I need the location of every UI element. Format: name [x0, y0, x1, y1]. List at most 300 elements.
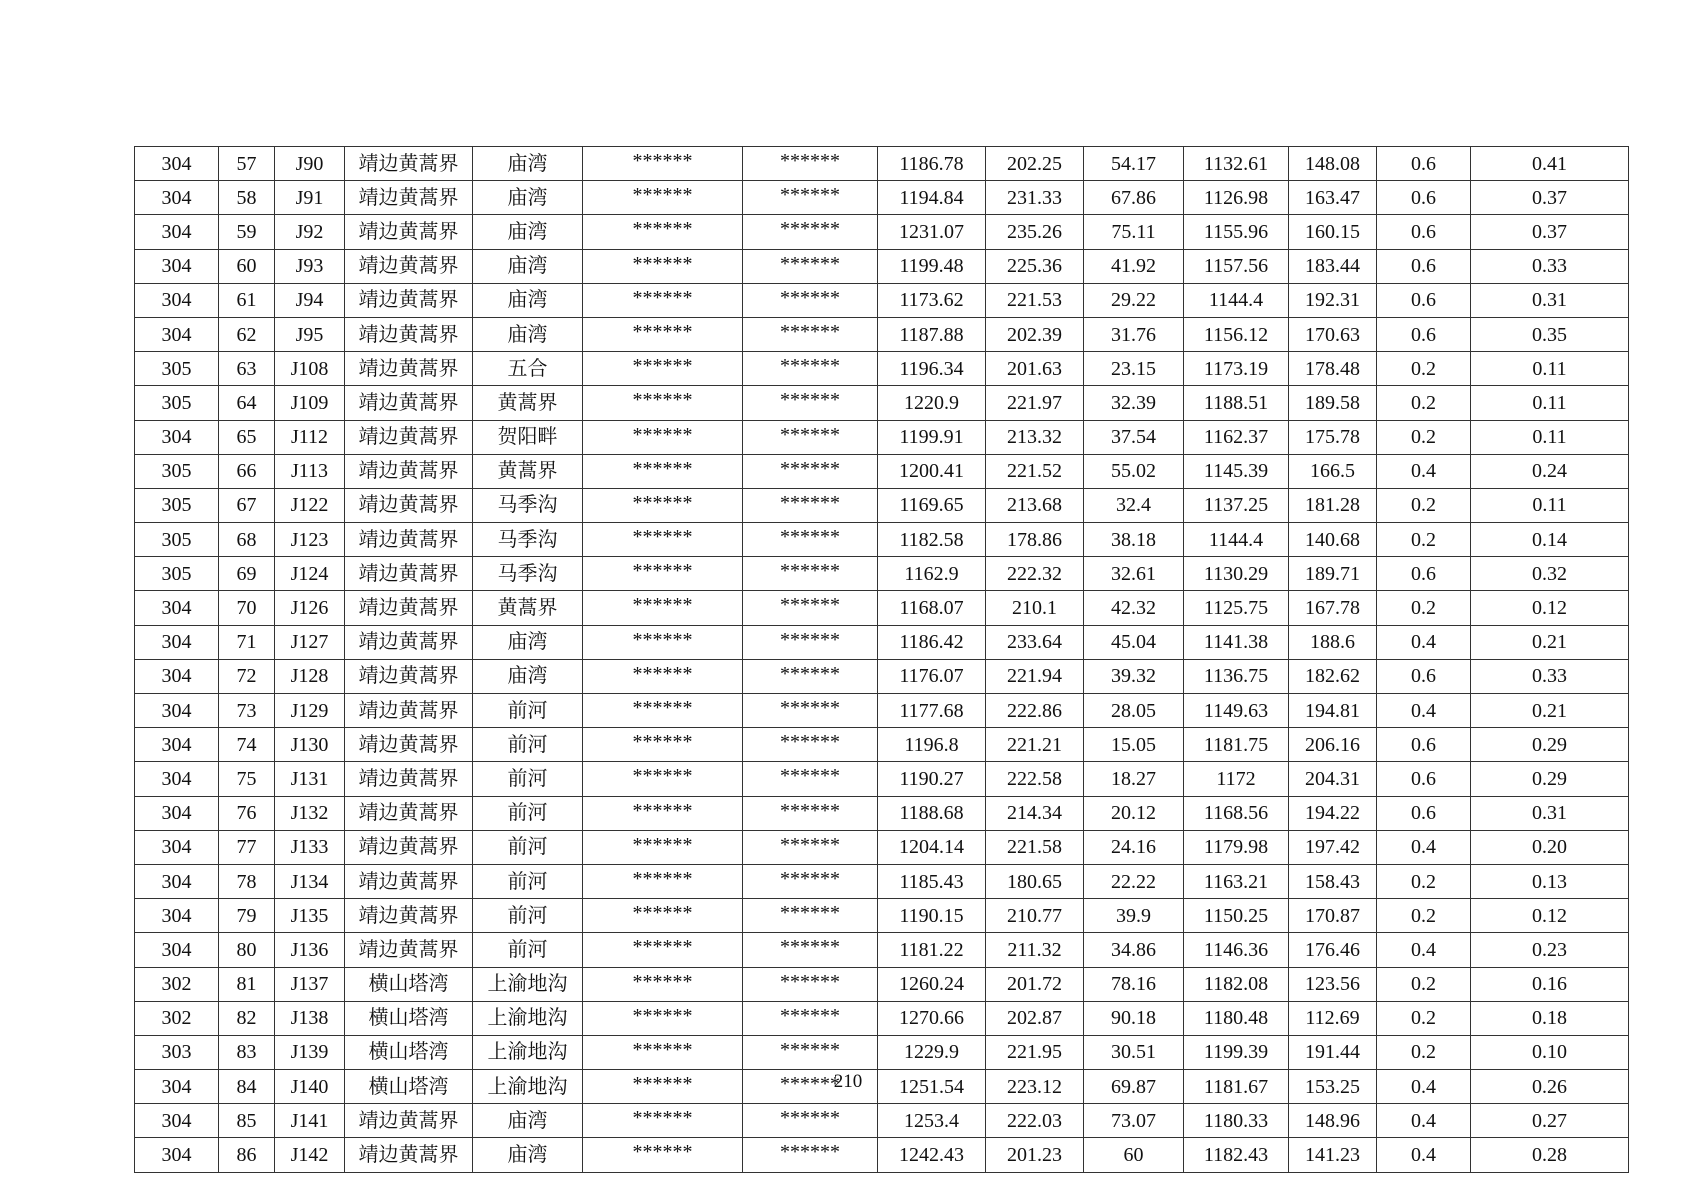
- index-cell: 73: [219, 694, 275, 728]
- region-cell: 靖边黄蒿界: [345, 488, 473, 522]
- factor-cell: 0.6: [1377, 728, 1471, 762]
- value-e-cell: 183.44: [1289, 249, 1377, 283]
- masked-coord-y-cell: ******: [743, 591, 878, 625]
- value-a-cell: 1196.8: [878, 728, 986, 762]
- region-cell: 靖边黄蒿界: [345, 659, 473, 693]
- value-b-cell: 221.53: [986, 283, 1084, 317]
- factor-cell: 0.4: [1377, 1104, 1471, 1138]
- masked-coord-x-cell: ******: [583, 147, 743, 181]
- table-row: [135, 625, 1629, 659]
- factor-cell: 0.6: [1377, 762, 1471, 796]
- factor-cell: 0.4: [1377, 454, 1471, 488]
- table-row: [135, 283, 1629, 317]
- value-a-cell: 1169.65: [878, 488, 986, 522]
- value-a-cell: 1168.07: [878, 591, 986, 625]
- value-e-cell: 194.22: [1289, 796, 1377, 830]
- code-cell: 302: [135, 1001, 219, 1035]
- masked-coord-x-cell: ******: [583, 659, 743, 693]
- masked-coord-x-cell: ******: [583, 625, 743, 659]
- value-e-cell: 158.43: [1289, 864, 1377, 898]
- point-id-cell: J109: [275, 386, 345, 420]
- ratio-cell: 0.37: [1471, 215, 1629, 249]
- value-d-cell: 1168.56: [1184, 796, 1289, 830]
- code-cell: 304: [135, 625, 219, 659]
- value-a-cell: 1251.54: [878, 1070, 986, 1104]
- location-cell: 庙湾: [473, 215, 583, 249]
- value-e-cell: 175.78: [1289, 420, 1377, 454]
- location-cell: 马季沟: [473, 488, 583, 522]
- value-b-cell: 222.86: [986, 694, 1084, 728]
- region-cell: 靖边黄蒿界: [345, 762, 473, 796]
- masked-coord-x-cell: ******: [583, 249, 743, 283]
- value-b-cell: 202.39: [986, 317, 1084, 351]
- ratio-cell: 0.37: [1471, 181, 1629, 215]
- masked-coord-x-cell: ******: [583, 1070, 743, 1104]
- value-c-cell: 28.05: [1084, 694, 1184, 728]
- region-cell: 靖边黄蒿界: [345, 899, 473, 933]
- masked-coord-x-cell: ******: [583, 557, 743, 591]
- ratio-cell: 0.12: [1471, 591, 1629, 625]
- masked-coord-x-cell: ******: [583, 1001, 743, 1035]
- value-d-cell: 1173.19: [1184, 352, 1289, 386]
- point-id-cell: J122: [275, 488, 345, 522]
- value-c-cell: 30.51: [1084, 1035, 1184, 1069]
- point-id-cell: J129: [275, 694, 345, 728]
- masked-coord-y-cell: ******: [743, 317, 878, 351]
- value-b-cell: 223.12: [986, 1070, 1084, 1104]
- table-row: [135, 864, 1629, 898]
- masked-coord-y-cell: ******: [743, 1070, 878, 1104]
- location-cell: 上渝地沟: [473, 967, 583, 1001]
- ratio-cell: 0.35: [1471, 317, 1629, 351]
- value-e-cell: 176.46: [1289, 933, 1377, 967]
- masked-coord-y-cell: ******: [743, 728, 878, 762]
- value-c-cell: 32.61: [1084, 557, 1184, 591]
- value-a-cell: 1200.41: [878, 454, 986, 488]
- point-id-cell: J108: [275, 352, 345, 386]
- point-id-cell: J138: [275, 1001, 345, 1035]
- factor-cell: 0.2: [1377, 967, 1471, 1001]
- index-cell: 80: [219, 933, 275, 967]
- value-e-cell: 148.08: [1289, 147, 1377, 181]
- location-cell: 上渝地沟: [473, 1070, 583, 1104]
- factor-cell: 0.6: [1377, 317, 1471, 351]
- value-c-cell: 15.05: [1084, 728, 1184, 762]
- value-a-cell: 1187.88: [878, 317, 986, 351]
- masked-coord-y-cell: ******: [743, 830, 878, 864]
- ratio-cell: 0.24: [1471, 454, 1629, 488]
- code-cell: 305: [135, 454, 219, 488]
- code-cell: 304: [135, 147, 219, 181]
- point-id-cell: J133: [275, 830, 345, 864]
- region-cell: 靖边黄蒿界: [345, 283, 473, 317]
- region-cell: 靖边黄蒿界: [345, 864, 473, 898]
- table-body: [135, 147, 1629, 1173]
- region-cell: 靖边黄蒿界: [345, 1138, 473, 1172]
- value-d-cell: 1172: [1184, 762, 1289, 796]
- point-id-cell: J141: [275, 1104, 345, 1138]
- masked-coord-y-cell: ******: [743, 386, 878, 420]
- value-a-cell: 1186.42: [878, 625, 986, 659]
- ratio-cell: 0.11: [1471, 488, 1629, 522]
- code-cell: 305: [135, 352, 219, 386]
- table-row: [135, 796, 1629, 830]
- index-cell: 83: [219, 1035, 275, 1069]
- location-cell: 前河: [473, 762, 583, 796]
- index-cell: 78: [219, 864, 275, 898]
- value-e-cell: 123.56: [1289, 967, 1377, 1001]
- masked-coord-x-cell: ******: [583, 1138, 743, 1172]
- location-cell: 前河: [473, 796, 583, 830]
- ratio-cell: 0.28: [1471, 1138, 1629, 1172]
- factor-cell: 0.2: [1377, 488, 1471, 522]
- ratio-cell: 0.12: [1471, 899, 1629, 933]
- value-c-cell: 69.87: [1084, 1070, 1184, 1104]
- value-e-cell: 182.62: [1289, 659, 1377, 693]
- region-cell: 靖边黄蒿界: [345, 181, 473, 215]
- value-a-cell: 1177.68: [878, 694, 986, 728]
- value-d-cell: 1149.63: [1184, 694, 1289, 728]
- value-d-cell: 1136.75: [1184, 659, 1289, 693]
- value-e-cell: 192.31: [1289, 283, 1377, 317]
- point-id-cell: J130: [275, 728, 345, 762]
- masked-coord-x-cell: ******: [583, 591, 743, 625]
- value-b-cell: 213.32: [986, 420, 1084, 454]
- ratio-cell: 0.18: [1471, 1001, 1629, 1035]
- code-cell: 304: [135, 864, 219, 898]
- location-cell: 庙湾: [473, 1138, 583, 1172]
- value-a-cell: 1253.4: [878, 1104, 986, 1138]
- value-d-cell: 1146.36: [1184, 933, 1289, 967]
- value-d-cell: 1188.51: [1184, 386, 1289, 420]
- table-row: [135, 659, 1629, 693]
- index-cell: 64: [219, 386, 275, 420]
- ratio-cell: 0.31: [1471, 283, 1629, 317]
- code-cell: 304: [135, 1138, 219, 1172]
- masked-coord-y-cell: ******: [743, 1035, 878, 1069]
- masked-coord-x-cell: ******: [583, 1035, 743, 1069]
- value-b-cell: 210.77: [986, 899, 1084, 933]
- ratio-cell: 0.11: [1471, 420, 1629, 454]
- code-cell: 304: [135, 420, 219, 454]
- location-cell: 前河: [473, 830, 583, 864]
- value-d-cell: 1163.21: [1184, 864, 1289, 898]
- table-row: [135, 1035, 1629, 1069]
- masked-coord-y-cell: ******: [743, 215, 878, 249]
- masked-coord-x-cell: ******: [583, 933, 743, 967]
- point-id-cell: J142: [275, 1138, 345, 1172]
- point-id-cell: J134: [275, 864, 345, 898]
- region-cell: 靖边黄蒿界: [345, 1104, 473, 1138]
- code-cell: 304: [135, 659, 219, 693]
- point-id-cell: J137: [275, 967, 345, 1001]
- location-cell: 贺阳畔: [473, 420, 583, 454]
- value-b-cell: 214.34: [986, 796, 1084, 830]
- value-d-cell: 1125.75: [1184, 591, 1289, 625]
- location-cell: 庙湾: [473, 659, 583, 693]
- point-id-cell: J126: [275, 591, 345, 625]
- index-cell: 58: [219, 181, 275, 215]
- region-cell: 靖边黄蒿界: [345, 420, 473, 454]
- factor-cell: 0.6: [1377, 659, 1471, 693]
- code-cell: 304: [135, 215, 219, 249]
- point-id-cell: J90: [275, 147, 345, 181]
- value-d-cell: 1180.33: [1184, 1104, 1289, 1138]
- index-cell: 76: [219, 796, 275, 830]
- location-cell: 前河: [473, 933, 583, 967]
- masked-coord-y-cell: ******: [743, 899, 878, 933]
- ratio-cell: 0.31: [1471, 796, 1629, 830]
- factor-cell: 0.2: [1377, 1035, 1471, 1069]
- index-cell: 72: [219, 659, 275, 693]
- location-cell: 前河: [473, 899, 583, 933]
- point-id-cell: J93: [275, 249, 345, 283]
- masked-coord-x-cell: ******: [583, 420, 743, 454]
- masked-coord-x-cell: ******: [583, 386, 743, 420]
- region-cell: 靖边黄蒿界: [345, 796, 473, 830]
- index-cell: 77: [219, 830, 275, 864]
- masked-coord-y-cell: ******: [743, 249, 878, 283]
- masked-coord-x-cell: ******: [583, 967, 743, 1001]
- region-cell: 靖边黄蒿界: [345, 591, 473, 625]
- ratio-cell: 0.21: [1471, 625, 1629, 659]
- index-cell: 85: [219, 1104, 275, 1138]
- value-b-cell: 221.97: [986, 386, 1084, 420]
- point-id-cell: J123: [275, 523, 345, 557]
- location-cell: 庙湾: [473, 283, 583, 317]
- region-cell: 靖边黄蒿界: [345, 933, 473, 967]
- table-row: [135, 967, 1629, 1001]
- value-d-cell: 1181.67: [1184, 1070, 1289, 1104]
- table-row: [135, 181, 1629, 215]
- value-b-cell: 225.36: [986, 249, 1084, 283]
- point-id-cell: J127: [275, 625, 345, 659]
- table-row: [135, 488, 1629, 522]
- location-cell: 马季沟: [473, 523, 583, 557]
- location-cell: 上渝地沟: [473, 1001, 583, 1035]
- table-row: [135, 147, 1629, 181]
- point-id-cell: J139: [275, 1035, 345, 1069]
- table-row: [135, 899, 1629, 933]
- value-a-cell: 1270.66: [878, 1001, 986, 1035]
- masked-coord-x-cell: ******: [583, 523, 743, 557]
- value-e-cell: 178.48: [1289, 352, 1377, 386]
- value-a-cell: 1194.84: [878, 181, 986, 215]
- point-id-cell: J94: [275, 283, 345, 317]
- factor-cell: 0.6: [1377, 557, 1471, 591]
- value-d-cell: 1162.37: [1184, 420, 1289, 454]
- value-c-cell: 60: [1084, 1138, 1184, 1172]
- value-c-cell: 23.15: [1084, 352, 1184, 386]
- value-e-cell: 163.47: [1289, 181, 1377, 215]
- value-b-cell: 235.26: [986, 215, 1084, 249]
- table-row: [135, 762, 1629, 796]
- code-cell: 305: [135, 523, 219, 557]
- value-d-cell: 1155.96: [1184, 215, 1289, 249]
- value-e-cell: 160.15: [1289, 215, 1377, 249]
- value-b-cell: 210.1: [986, 591, 1084, 625]
- index-cell: 69: [219, 557, 275, 591]
- code-cell: 304: [135, 591, 219, 625]
- value-c-cell: 41.92: [1084, 249, 1184, 283]
- factor-cell: 0.6: [1377, 796, 1471, 830]
- code-cell: 304: [135, 762, 219, 796]
- value-d-cell: 1126.98: [1184, 181, 1289, 215]
- index-cell: 79: [219, 899, 275, 933]
- factor-cell: 0.4: [1377, 694, 1471, 728]
- point-id-cell: J92: [275, 215, 345, 249]
- index-cell: 62: [219, 317, 275, 351]
- value-b-cell: 201.63: [986, 352, 1084, 386]
- factor-cell: 0.4: [1377, 1138, 1471, 1172]
- factor-cell: 0.4: [1377, 1070, 1471, 1104]
- value-a-cell: 1204.14: [878, 830, 986, 864]
- masked-coord-y-cell: ******: [743, 659, 878, 693]
- value-c-cell: 55.02: [1084, 454, 1184, 488]
- location-cell: 前河: [473, 694, 583, 728]
- ratio-cell: 0.33: [1471, 249, 1629, 283]
- value-e-cell: 166.5: [1289, 454, 1377, 488]
- value-c-cell: 42.32: [1084, 591, 1184, 625]
- value-a-cell: 1182.58: [878, 523, 986, 557]
- point-id-cell: J140: [275, 1070, 345, 1104]
- masked-coord-y-cell: ******: [743, 420, 878, 454]
- index-cell: 66: [219, 454, 275, 488]
- table-row: [135, 1104, 1629, 1138]
- masked-coord-y-cell: ******: [743, 488, 878, 522]
- table-row: [135, 694, 1629, 728]
- point-id-cell: J95: [275, 317, 345, 351]
- data-table: [134, 146, 1629, 1173]
- ratio-cell: 0.10: [1471, 1035, 1629, 1069]
- factor-cell: 0.2: [1377, 420, 1471, 454]
- index-cell: 70: [219, 591, 275, 625]
- masked-coord-y-cell: ******: [743, 967, 878, 1001]
- value-d-cell: 1156.12: [1184, 317, 1289, 351]
- code-cell: 302: [135, 967, 219, 1001]
- index-cell: 65: [219, 420, 275, 454]
- value-b-cell: 222.32: [986, 557, 1084, 591]
- value-e-cell: 194.81: [1289, 694, 1377, 728]
- value-e-cell: 197.42: [1289, 830, 1377, 864]
- region-cell: 靖边黄蒿界: [345, 147, 473, 181]
- code-cell: 304: [135, 899, 219, 933]
- masked-coord-y-cell: ******: [743, 1001, 878, 1035]
- value-d-cell: 1199.39: [1184, 1035, 1289, 1069]
- region-cell: 靖边黄蒿界: [345, 386, 473, 420]
- value-a-cell: 1181.22: [878, 933, 986, 967]
- code-cell: 304: [135, 796, 219, 830]
- value-e-cell: 112.69: [1289, 1001, 1377, 1035]
- value-a-cell: 1260.24: [878, 967, 986, 1001]
- value-d-cell: 1181.75: [1184, 728, 1289, 762]
- masked-coord-y-cell: ******: [743, 352, 878, 386]
- location-cell: 庙湾: [473, 1104, 583, 1138]
- ratio-cell: 0.33: [1471, 659, 1629, 693]
- value-b-cell: 201.23: [986, 1138, 1084, 1172]
- masked-coord-y-cell: ******: [743, 283, 878, 317]
- index-cell: 75: [219, 762, 275, 796]
- factor-cell: 0.2: [1377, 1001, 1471, 1035]
- location-cell: 前河: [473, 728, 583, 762]
- value-e-cell: 167.78: [1289, 591, 1377, 625]
- value-d-cell: 1132.61: [1184, 147, 1289, 181]
- masked-coord-x-cell: ******: [583, 454, 743, 488]
- masked-coord-y-cell: ******: [743, 864, 878, 898]
- value-e-cell: 170.87: [1289, 899, 1377, 933]
- value-e-cell: 188.6: [1289, 625, 1377, 659]
- masked-coord-y-cell: ******: [743, 625, 878, 659]
- value-a-cell: 1196.34: [878, 352, 986, 386]
- factor-cell: 0.6: [1377, 283, 1471, 317]
- ratio-cell: 0.14: [1471, 523, 1629, 557]
- value-a-cell: 1199.91: [878, 420, 986, 454]
- masked-coord-x-cell: ******: [583, 283, 743, 317]
- table-row: [135, 933, 1629, 967]
- value-c-cell: 24.16: [1084, 830, 1184, 864]
- value-d-cell: 1180.48: [1184, 1001, 1289, 1035]
- ratio-cell: 0.29: [1471, 728, 1629, 762]
- value-a-cell: 1188.68: [878, 796, 986, 830]
- index-cell: 57: [219, 147, 275, 181]
- masked-coord-x-cell: ******: [583, 488, 743, 522]
- value-e-cell: 153.25: [1289, 1070, 1377, 1104]
- factor-cell: 0.6: [1377, 215, 1471, 249]
- factor-cell: 0.4: [1377, 625, 1471, 659]
- value-c-cell: 38.18: [1084, 523, 1184, 557]
- value-b-cell: 202.87: [986, 1001, 1084, 1035]
- masked-coord-x-cell: ******: [583, 796, 743, 830]
- value-c-cell: 22.22: [1084, 864, 1184, 898]
- value-c-cell: 37.54: [1084, 420, 1184, 454]
- value-b-cell: 213.68: [986, 488, 1084, 522]
- code-cell: 304: [135, 249, 219, 283]
- location-cell: 庙湾: [473, 625, 583, 659]
- factor-cell: 0.2: [1377, 864, 1471, 898]
- index-cell: 86: [219, 1138, 275, 1172]
- value-b-cell: 221.95: [986, 1035, 1084, 1069]
- masked-coord-x-cell: ******: [583, 317, 743, 351]
- code-cell: 304: [135, 830, 219, 864]
- value-a-cell: 1185.43: [878, 864, 986, 898]
- value-b-cell: 221.52: [986, 454, 1084, 488]
- factor-cell: 0.2: [1377, 352, 1471, 386]
- masked-coord-y-cell: ******: [743, 694, 878, 728]
- masked-coord-y-cell: ******: [743, 147, 878, 181]
- value-d-cell: 1130.29: [1184, 557, 1289, 591]
- value-b-cell: 211.32: [986, 933, 1084, 967]
- value-c-cell: 67.86: [1084, 181, 1184, 215]
- masked-coord-x-cell: ******: [583, 830, 743, 864]
- value-c-cell: 20.12: [1084, 796, 1184, 830]
- value-e-cell: 206.16: [1289, 728, 1377, 762]
- masked-coord-x-cell: ******: [583, 215, 743, 249]
- masked-coord-x-cell: ******: [583, 728, 743, 762]
- code-cell: 304: [135, 181, 219, 215]
- masked-coord-x-cell: ******: [583, 694, 743, 728]
- value-a-cell: 1190.27: [878, 762, 986, 796]
- factor-cell: 0.4: [1377, 933, 1471, 967]
- value-c-cell: 45.04: [1084, 625, 1184, 659]
- value-a-cell: 1220.9: [878, 386, 986, 420]
- location-cell: 庙湾: [473, 317, 583, 351]
- location-cell: 庙湾: [473, 147, 583, 181]
- index-cell: 60: [219, 249, 275, 283]
- point-id-cell: J124: [275, 557, 345, 591]
- value-d-cell: 1145.39: [1184, 454, 1289, 488]
- ratio-cell: 0.32: [1471, 557, 1629, 591]
- value-e-cell: 141.23: [1289, 1138, 1377, 1172]
